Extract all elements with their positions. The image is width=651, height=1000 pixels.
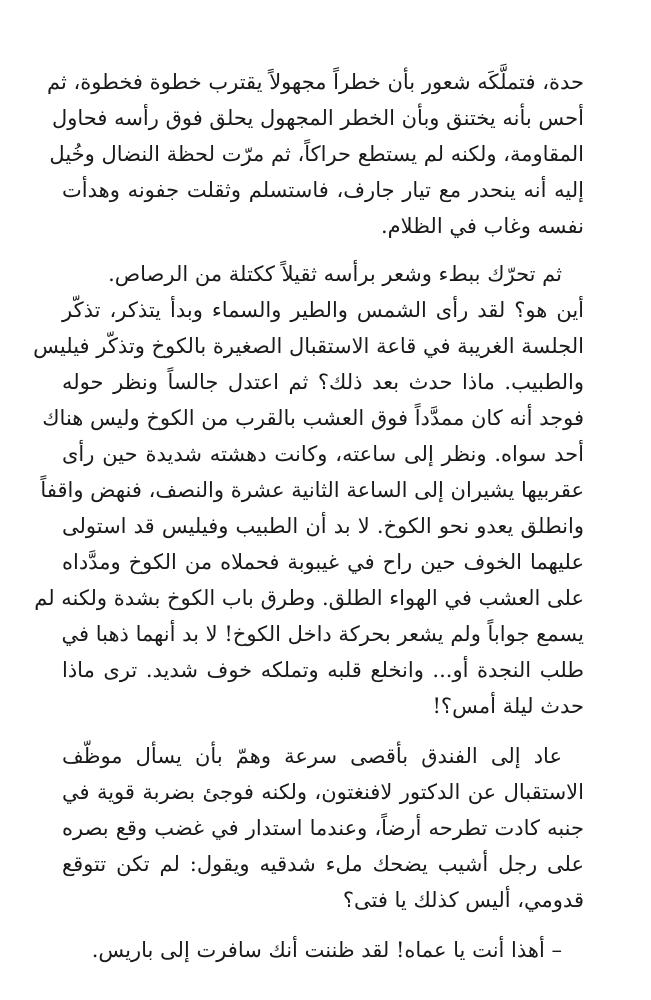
text-line: يسمع جواباً ولم يشعر بحركة داخل الكوخ! لا بد أنهما ذهبا في — [61, 622, 584, 646]
text-line: والطبيب. ماذا حدث بعد ذلك؟ ثم اعتدل جالساً ونظر حوله — [62, 370, 584, 394]
text-line: حدة، فتملَّكَه شعور بأن خطراً مجهولاً يقترب خطوة فخطوة، ثم — [47, 70, 584, 94]
text-line: على رجل أشيب يضحك ملء شدقيه ويقول: لم تكن تتوقع — [62, 852, 584, 876]
text-line: عاد إلى الفندق بأقصى سرعة وهمّ بأن يسأل موظّف — [62, 744, 562, 768]
text-line: وانطلق يعدو نحو الكوخ. لا بد أن الطبيب وفيليس قد استولى — [62, 514, 584, 538]
text-line: إليه أنه ينحدر مع تيار جارف، فاستسلم وثقلت جفونه وهدأت — [62, 178, 584, 202]
text-line: – أهذا أنت يا عماه! لقد ظننت أنك سافرت إلى باريس. — [91, 938, 562, 962]
text-line: قدومي، أليس كذلك يا فتى؟ — [342, 888, 584, 912]
text-line: عليهما الخوف حين راح في غيبوبة فحملاه من الكوخ ومدَّداه — [62, 550, 584, 574]
text-line: عقربيها يشيران إلى الساعة الثانية عشرة والنصف، فنهض واقفاً — [40, 478, 584, 502]
text-line: الاستقبال عن الدكتور لافنغتون، ولكنه فوجئ بضربة قوية في — [62, 780, 584, 804]
text-line: جنبه كادت تطرحه أرضاً، وعندما استدار في غضب وقع بصره — [62, 816, 584, 840]
text-line: المقاومة، ولكنه لم يستطع حراكاً، ثم مرّت لحظة النضال وخُيل — [49, 142, 584, 166]
text-line: حدث ليلة أمس؟! — [432, 694, 584, 718]
text-line: أحس بأنه يختنق وبأن الخطر المجهول يحلق فوق رأسه فحاول — [52, 106, 584, 130]
text-line: أحد سواه. ونظر إلى ساعته، وكانت دهشته شديدة حين رأى — [62, 442, 584, 466]
text-line: الجلسة الغريبة في قاعة الاستقبال الصغيرة بالكوخ وتذكّر فيليس — [33, 334, 584, 358]
text-line: فوجد أنه كان ممدَّداً فوق العشب بالقرب من الكوخ وليس هناك — [42, 406, 584, 430]
text-line: ثم تحرّك ببطء وشعر برأسه ثقيلاً ككتلة من الرصاص. — [108, 262, 562, 286]
text-line: على العشب في الهواء الطلق. وطرق باب الكوخ بشدة ولكنه لم — [34, 586, 584, 610]
text-line: نفسه وغاب في الظلام. — [381, 214, 584, 238]
text-line: أين هو؟ لقد رأى الشمس والطير والسماء وبدأ يتذكر، تذكّر — [62, 298, 584, 322]
text-line: طلب النجدة أو... وانخلع قلبه وتملكه خوف شديد. ترى ماذا — [62, 658, 584, 682]
